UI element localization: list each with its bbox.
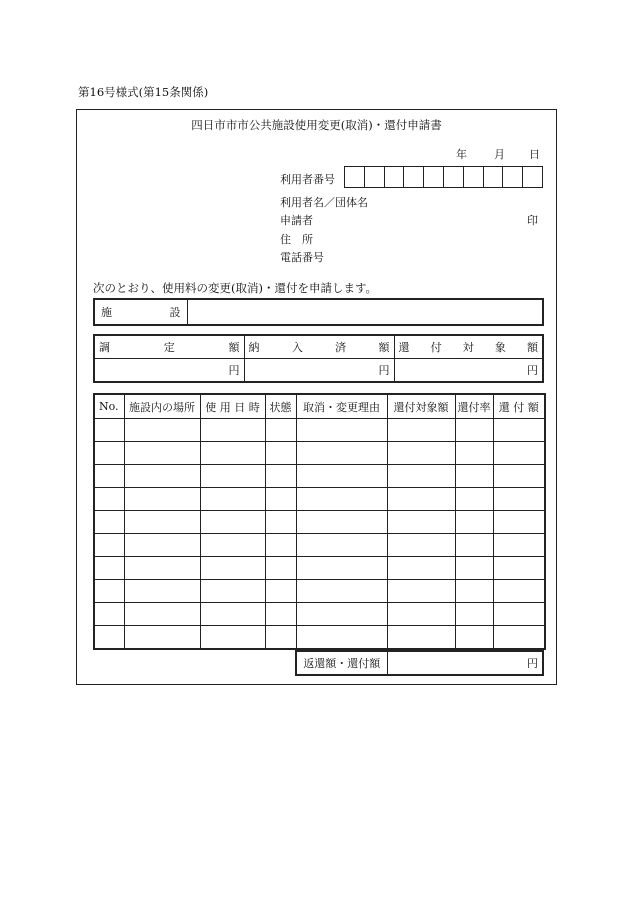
- table-cell[interactable]: [387, 511, 455, 534]
- refund-target-field[interactable]: 円: [394, 359, 543, 383]
- digit-box[interactable]: [484, 167, 504, 187]
- user-number-boxes[interactable]: [344, 166, 543, 188]
- table-cell[interactable]: [94, 419, 124, 442]
- facility-label-char: 設: [169, 306, 181, 319]
- digit-box[interactable]: [424, 167, 444, 187]
- table-cell[interactable]: [455, 419, 493, 442]
- table-cell[interactable]: [200, 511, 265, 534]
- table-cell[interactable]: [387, 580, 455, 603]
- table-cell[interactable]: [296, 511, 387, 534]
- table-row: [94, 603, 545, 626]
- table-cell[interactable]: [296, 465, 387, 488]
- table-cell[interactable]: [493, 465, 545, 488]
- table-cell[interactable]: [387, 465, 455, 488]
- table-cell[interactable]: [124, 557, 200, 580]
- facility-field[interactable]: [187, 299, 543, 325]
- table-row: [94, 511, 545, 534]
- table-cell[interactable]: [265, 511, 296, 534]
- user-name-label: 利用者名／団体名: [280, 196, 368, 209]
- detail-table: [93, 393, 546, 650]
- table-cell[interactable]: [94, 626, 124, 650]
- table-cell[interactable]: [493, 580, 545, 603]
- form-number-label: 第16号様式(第15条関係): [78, 85, 209, 99]
- header-char: 象: [494, 341, 506, 354]
- table-row: [94, 419, 545, 442]
- table-cell[interactable]: [94, 511, 124, 534]
- table-cell[interactable]: [265, 580, 296, 603]
- table-cell[interactable]: [493, 534, 545, 557]
- table-cell[interactable]: [493, 557, 545, 580]
- table-cell[interactable]: [265, 603, 296, 626]
- table-cell[interactable]: [455, 534, 493, 557]
- table-cell[interactable]: [387, 442, 455, 465]
- table-cell[interactable]: [296, 557, 387, 580]
- digit-box[interactable]: [345, 167, 365, 187]
- table-row: [94, 442, 545, 465]
- header-char: 額: [527, 341, 538, 354]
- header-char: 定: [163, 341, 175, 354]
- table-row: [94, 534, 545, 557]
- table-cell[interactable]: [296, 603, 387, 626]
- table-row: [94, 580, 545, 603]
- table-cell[interactable]: [265, 442, 296, 465]
- table-cell[interactable]: [124, 626, 200, 650]
- table-cell[interactable]: [200, 419, 265, 442]
- col-header-refund-amount: 還 付 額: [493, 394, 545, 419]
- digit-box[interactable]: [503, 167, 523, 187]
- user-number-label: 利用者番号: [280, 173, 335, 186]
- table-cell[interactable]: [493, 603, 545, 626]
- refund-total-table: [295, 650, 544, 676]
- facility-table: [93, 298, 544, 326]
- table-cell[interactable]: [493, 419, 545, 442]
- table-cell[interactable]: [124, 603, 200, 626]
- table-cell[interactable]: [455, 511, 493, 534]
- header-char: 額: [378, 341, 390, 354]
- table-cell[interactable]: [387, 534, 455, 557]
- table-row: [94, 626, 545, 650]
- table-cell[interactable]: [200, 534, 265, 557]
- digit-box[interactable]: [365, 167, 385, 187]
- applicant-label: 申請者: [280, 214, 313, 227]
- table-cell[interactable]: [94, 557, 124, 580]
- table-cell[interactable]: [200, 626, 265, 650]
- detail-table-body: [94, 419, 545, 650]
- table-cell[interactable]: [124, 442, 200, 465]
- refund-target-header: [394, 335, 543, 359]
- date-month-label: 月: [494, 148, 505, 161]
- table-cell[interactable]: [124, 580, 200, 603]
- table-cell[interactable]: [94, 534, 124, 557]
- header-char: 対: [462, 341, 474, 354]
- table-cell[interactable]: [265, 465, 296, 488]
- table-cell[interactable]: [455, 465, 493, 488]
- col-header-reason: 取消・変更理由: [296, 394, 387, 419]
- table-cell[interactable]: [387, 419, 455, 442]
- assessed-amount-header: [94, 335, 244, 359]
- header-char: 納: [248, 341, 260, 354]
- table-cell[interactable]: [200, 442, 265, 465]
- refund-total-label: 返還額・還付額: [296, 651, 387, 675]
- date-year-label: 年: [456, 148, 467, 161]
- table-cell[interactable]: [455, 557, 493, 580]
- paid-amount-field[interactable]: 円: [244, 359, 394, 383]
- table-row: [94, 465, 545, 488]
- col-header-datetime: 使 用 日 時: [200, 394, 265, 419]
- table-cell[interactable]: [387, 603, 455, 626]
- intro-text: 次のとおり、使用料の変更(取消)・還付を申請します。: [93, 281, 378, 295]
- table-cell[interactable]: [94, 488, 124, 511]
- header-char: 額: [228, 341, 240, 354]
- table-cell[interactable]: [265, 534, 296, 557]
- table-cell[interactable]: [200, 465, 265, 488]
- assessed-amount-field[interactable]: 円: [94, 359, 244, 383]
- table-cell[interactable]: [455, 442, 493, 465]
- table-cell[interactable]: [200, 580, 265, 603]
- col-header-location: 施設内の場所: [124, 394, 200, 419]
- table-cell[interactable]: [455, 580, 493, 603]
- table-cell[interactable]: [265, 419, 296, 442]
- table-cell[interactable]: [455, 603, 493, 626]
- table-cell[interactable]: [387, 557, 455, 580]
- refund-total-field[interactable]: 円: [387, 651, 543, 675]
- amounts-table: [93, 334, 544, 383]
- table-row: [94, 557, 545, 580]
- table-cell[interactable]: [94, 603, 124, 626]
- header-char: 付: [430, 341, 442, 354]
- digit-box[interactable]: [444, 167, 464, 187]
- table-cell[interactable]: [200, 488, 265, 511]
- table-row: [94, 488, 545, 511]
- table-cell[interactable]: [296, 580, 387, 603]
- phone-label: 電話番号: [280, 251, 324, 264]
- header-char: 済: [335, 341, 347, 354]
- table-cell[interactable]: [265, 626, 296, 650]
- table-cell[interactable]: [265, 557, 296, 580]
- col-header-no: No.: [94, 394, 124, 419]
- table-cell[interactable]: [124, 511, 200, 534]
- table-cell[interactable]: [296, 419, 387, 442]
- table-cell[interactable]: [455, 488, 493, 511]
- digit-box[interactable]: [385, 167, 405, 187]
- table-cell[interactable]: [296, 442, 387, 465]
- table-cell[interactable]: [124, 419, 200, 442]
- col-header-status: 状態: [265, 394, 296, 419]
- form-title: 四日市市市公共施設使用変更(取消)・還付申請書: [191, 118, 442, 132]
- table-cell[interactable]: [94, 580, 124, 603]
- table-cell[interactable]: [94, 465, 124, 488]
- address-label: 住 所: [280, 233, 313, 246]
- table-cell[interactable]: [493, 626, 545, 650]
- table-cell[interactable]: [94, 442, 124, 465]
- col-header-refund-rate: 還付率: [455, 394, 493, 419]
- table-cell[interactable]: [124, 465, 200, 488]
- header-char: 調: [99, 341, 110, 354]
- table-cell[interactable]: [265, 488, 296, 511]
- table-cell[interactable]: [387, 626, 455, 650]
- table-cell[interactable]: [493, 511, 545, 534]
- col-header-refund-target: 還付対象額: [387, 394, 455, 419]
- table-cell[interactable]: [200, 557, 265, 580]
- table-cell[interactable]: [455, 626, 493, 650]
- table-cell[interactable]: [124, 534, 200, 557]
- header-char: 入: [291, 341, 303, 354]
- table-cell[interactable]: [200, 603, 265, 626]
- date-day-label: 日: [529, 148, 540, 161]
- table-cell[interactable]: [124, 488, 200, 511]
- seal-mark: 印: [527, 214, 538, 227]
- table-cell[interactable]: [296, 488, 387, 511]
- table-cell[interactable]: [387, 488, 455, 511]
- table-cell[interactable]: [296, 534, 387, 557]
- table-cell[interactable]: [296, 626, 387, 650]
- paid-amount-header: [244, 335, 394, 359]
- table-cell[interactable]: [493, 488, 545, 511]
- digit-box[interactable]: [523, 167, 543, 187]
- facility-label: [94, 299, 187, 325]
- digit-box[interactable]: [464, 167, 484, 187]
- header-char: 還: [398, 341, 410, 354]
- table-cell[interactable]: [493, 442, 545, 465]
- facility-label-char: 施: [101, 306, 112, 319]
- digit-box[interactable]: [404, 167, 424, 187]
